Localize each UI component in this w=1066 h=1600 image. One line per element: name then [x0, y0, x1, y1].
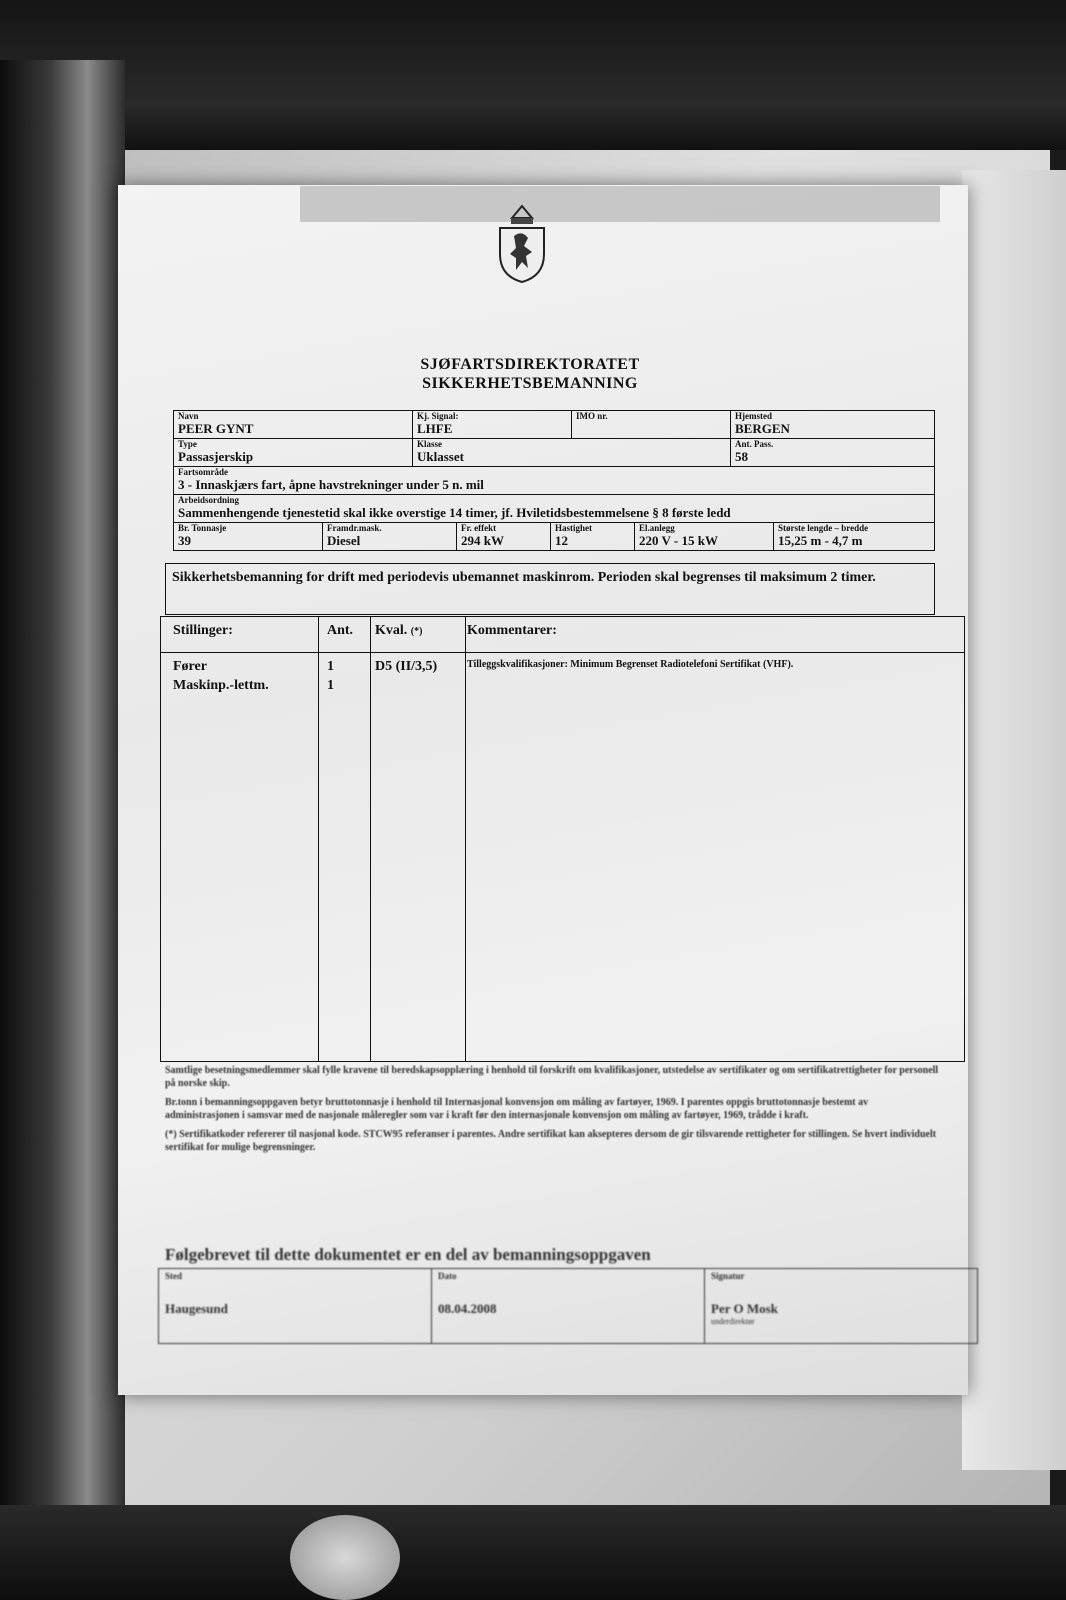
- framdr-label: Framdr.mask.: [327, 523, 382, 533]
- signal-label: Kj. Signal:: [417, 411, 459, 421]
- vessel-info-table: [173, 410, 935, 551]
- frame-left: [0, 60, 125, 1600]
- col-kval: [371, 617, 466, 1061]
- navn-label: Navn: [178, 411, 199, 421]
- type-value: Passasjerskip: [178, 449, 254, 464]
- ant-pass-value: 58: [735, 449, 748, 464]
- hjemsted-value: BERGEN: [735, 421, 790, 436]
- header-divider: [161, 652, 964, 653]
- header-stillinger: Stillinger:: [173, 623, 233, 638]
- fartsomrade-label: Fartsområde: [178, 467, 228, 477]
- hastighet-label: Hastighet: [555, 523, 592, 533]
- note-2: Br.tonn i bemanningsoppgaven betyr bruttotonnasje i henhold til Internasjonal konvensjon om måling av fartøyer, 1969. I parentes oppgis bruttotonnasje bestemt av administrasjonen i samsvar med de nasjonale måleregler som var i kraft før den internasjonale konvensjon om måling av fartøyer, 1969, trådde i kraft.: [165, 1097, 869, 1121]
- tonnasje-label: Br. Tonnasje: [178, 523, 227, 533]
- technical-row: [174, 523, 934, 550]
- heading-title: SIKKERHETSBEMANNING: [422, 375, 638, 392]
- fartsomrade-value: 3 - Innaskjærs fart, åpne havstrekninger under 5 n. mil: [178, 477, 484, 492]
- lengde-value: 15,25 m - 4,7 m: [778, 533, 863, 548]
- header-ant: Ant.: [327, 623, 354, 638]
- frame-bottom: [0, 1505, 1066, 1600]
- elanlegg-value: 220 V - 15 kW: [639, 533, 718, 548]
- follow-letter-note: Følgebrevet til dette dokumentet er en del av bemanningsoppgaven: [165, 1245, 651, 1264]
- notes-block: [165, 1064, 945, 1160]
- signatur-title: underdirektør: [711, 1317, 755, 1326]
- row-stilling-1: Fører: [173, 659, 207, 674]
- row-stilling-2: Maskinp.-lettm.: [173, 678, 269, 693]
- note-1: Samtlige besetningsmedlemmer skal fylle kravene til beredskapsopplæring i henhold til forskrift om kvalifikasjoner, utstedelse av sertifikater og om sertifikatrettigheter for personell på norske skip.: [165, 1065, 939, 1089]
- hastighet-value: 12: [555, 533, 568, 548]
- bottom-knob: [290, 1515, 400, 1600]
- row-kval-1: D5 (II/3,5): [375, 659, 438, 674]
- dato-label: Dato: [438, 1271, 457, 1281]
- positions-table: [160, 616, 965, 1062]
- lengde-label: Største lengde – bredde: [778, 523, 869, 533]
- signatur-value: Per O Mosk: [711, 1301, 778, 1316]
- signatur-label: Signatur: [711, 1271, 745, 1281]
- note-3: (*) Sertifikatkoder refererer til nasjonal kode. STCW95 referanser i parentes. Andre sertifikat kan aksepteres dersom de gir tilsvarende rettigheter for stillingen. Se hvert individuelt sertifikat for mulige begrensninger.: [165, 1129, 937, 1153]
- tonnasje-value: 39: [178, 533, 191, 548]
- dato-value: 08.04.2008: [438, 1301, 497, 1316]
- effekt-label: Fr. effekt: [461, 523, 497, 533]
- signature-table: [158, 1268, 978, 1344]
- header-kval-note: (*): [410, 626, 423, 637]
- header-kommentarer: Kommentarer:: [467, 623, 557, 638]
- row-ant-2: 1: [327, 678, 334, 693]
- document-heading: [330, 355, 730, 393]
- row-kommentar-1: Tilleggskvalifikasjoner: Minimum Begrenset Radiotelefoni Sertifikat (VHF).: [467, 659, 794, 670]
- sted-label: Sted: [165, 1271, 183, 1281]
- signal-value: LHFE: [417, 421, 453, 436]
- header-kval: [375, 623, 422, 639]
- heading-agency: SJØFARTSDIREKTORATET: [420, 356, 640, 373]
- ant-pass-label: Ant. Pass.: [735, 439, 774, 449]
- row-ant-1: 1: [327, 659, 334, 674]
- sted-value: Haugesund: [165, 1301, 228, 1316]
- imo-label: IMO nr.: [576, 411, 608, 421]
- manning-statement: Sikkerhetsbemanning for drift med periodevis ubemannet maskinrom. Perioden skal begrenses til maksimum 2 timer.: [165, 563, 935, 615]
- arbeidsordning-value: Sammenhengende tjenestetid skal ikke overstige 14 timer, jf. Hviletidsbestemmelsene § 8 første ledd: [178, 505, 731, 520]
- framdr-value: Diesel: [327, 533, 361, 548]
- arbeidsordning-label: Arbeidsordning: [178, 495, 240, 505]
- elanlegg-label: El.anlegg: [639, 523, 675, 533]
- header-kval-text: Kval.: [375, 623, 408, 638]
- tape-strip: [300, 186, 940, 222]
- klasse-value: Uklasset: [417, 449, 464, 464]
- effekt-value: 294 kW: [461, 533, 504, 548]
- klasse-label: Klasse: [417, 439, 443, 449]
- coat-of-arms-icon: [494, 196, 550, 286]
- frame-top: [0, 0, 1066, 150]
- hjemsted-label: Hjemsted: [735, 411, 772, 421]
- type-label: Type: [178, 439, 197, 449]
- navn-value: PEER GYNT: [178, 421, 254, 436]
